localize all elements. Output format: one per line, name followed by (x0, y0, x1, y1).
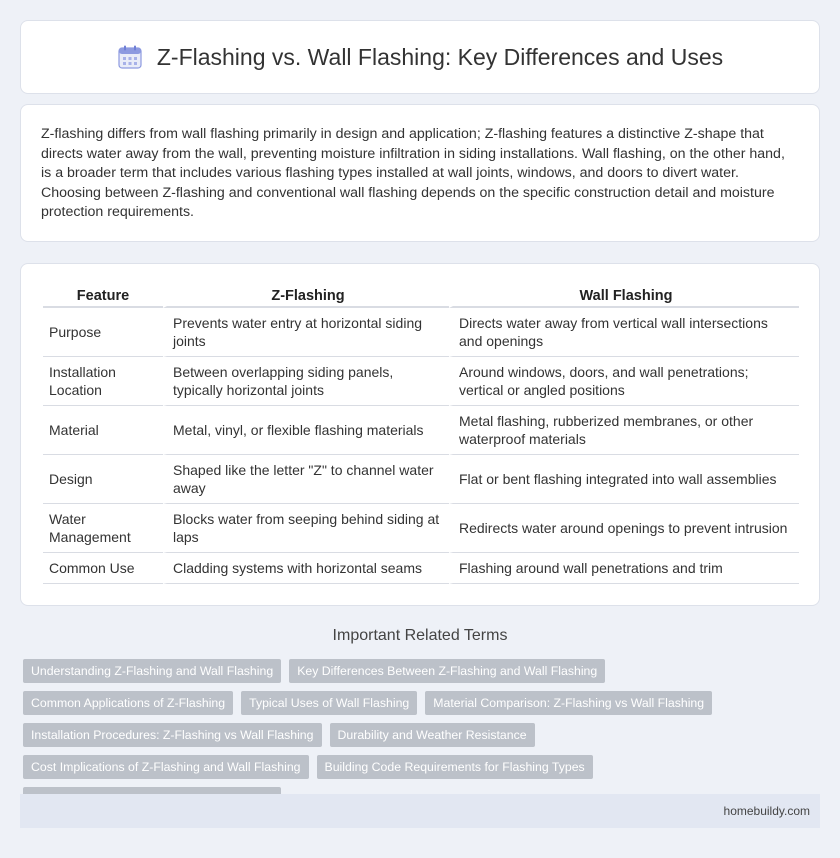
wall-flashing-cell: Directs water away from vertical wall intersections and openings (449, 308, 799, 357)
comparison-table-card (20, 263, 820, 606)
feature-cell: Purpose (43, 308, 163, 357)
feature-cell: Common Use (43, 553, 163, 584)
related-term-tag[interactable]: Building Code Requirements for Flashing Types (317, 755, 593, 779)
related-terms-heading: Important Related Terms (332, 627, 508, 644)
table-row (43, 455, 799, 504)
table-row (43, 308, 799, 357)
related-terms-list (23, 659, 823, 811)
table-row (43, 357, 799, 406)
z-flashing-cell: Between overlapping siding panels, typically horizontal joints (163, 357, 449, 406)
wall-flashing-cell: Metal flashing, rubberized membranes, or other waterproof materials (449, 406, 799, 455)
related-term-tag[interactable]: Material Comparison: Z-Flashing vs Wall Flashing (425, 691, 712, 715)
wall-flashing-cell: Around windows, doors, and wall penetrations; vertical or angled positions (449, 357, 799, 406)
table-header-row (43, 286, 799, 308)
z-flashing-cell: Metal, vinyl, or flexible flashing materials (163, 406, 449, 455)
header-wall-flashing: Wall Flashing (449, 286, 799, 308)
title-card (20, 20, 820, 94)
comparison-table (43, 286, 799, 584)
wall-flashing-cell: Flashing around wall penetrations and trim (449, 553, 799, 584)
related-term-tag[interactable]: Cost Implications of Z-Flashing and Wall Flashing (23, 755, 309, 779)
page-title: Z-Flashing vs. Wall Flashing: Key Differences and Uses (156, 43, 724, 70)
related-term-tag[interactable]: Common Applications of Z-Flashing (23, 691, 233, 715)
z-flashing-cell: Cladding systems with horizontal seams (163, 553, 449, 584)
footer (20, 794, 820, 828)
feature-cell: Water Management (43, 504, 163, 553)
z-flashing-cell: Blocks water from seeping behind siding at laps (163, 504, 449, 553)
related-term-tag[interactable]: Understanding Z-Flashing and Wall Flashing (23, 659, 281, 683)
table-row (43, 406, 799, 455)
footer-site-link[interactable]: homebuildy.com (723, 804, 810, 818)
header-z-flashing: Z-Flashing (163, 286, 449, 308)
calendar-icon (117, 44, 143, 70)
feature-cell: Material (43, 406, 163, 455)
related-term-tag[interactable]: Typical Uses of Wall Flashing (241, 691, 417, 715)
header-feature: Feature (43, 286, 163, 308)
feature-cell: Installation Location (43, 357, 163, 406)
feature-cell: Design (43, 455, 163, 504)
table-row (43, 504, 799, 553)
table-row (43, 553, 799, 584)
related-term-tag[interactable]: Key Differences Between Z-Flashing and Wall Flashing (289, 659, 605, 683)
related-term-tag[interactable]: Durability and Weather Resistance (330, 723, 535, 747)
intro-paragraph: Z-flashing differs from wall flashing primarily in design and application; Z-flashing features a distinctive Z-shape that directs water away from the wall, preventing moisture infiltration in siding installations. Wall flashing, on the other hand, is a broader term that includes various flashing types installed at wall joints, windows, and doors to divert water. Choosing between Z-flashing and conventional wall flashing depends on the specific construction detail and moisture protection requirements. (41, 126, 785, 221)
z-flashing-cell: Prevents water entry at horizontal siding joints (163, 308, 449, 357)
related-term-tag[interactable]: Installation Procedures: Z-Flashing vs Wall Flashing (23, 723, 322, 747)
wall-flashing-cell: Flat or bent flashing integrated into wall assemblies (449, 455, 799, 504)
wall-flashing-cell: Redirects water around openings to prevent intrusion (449, 504, 799, 553)
z-flashing-cell: Shaped like the letter "Z" to channel water away (163, 455, 449, 504)
intro-card (20, 104, 820, 242)
